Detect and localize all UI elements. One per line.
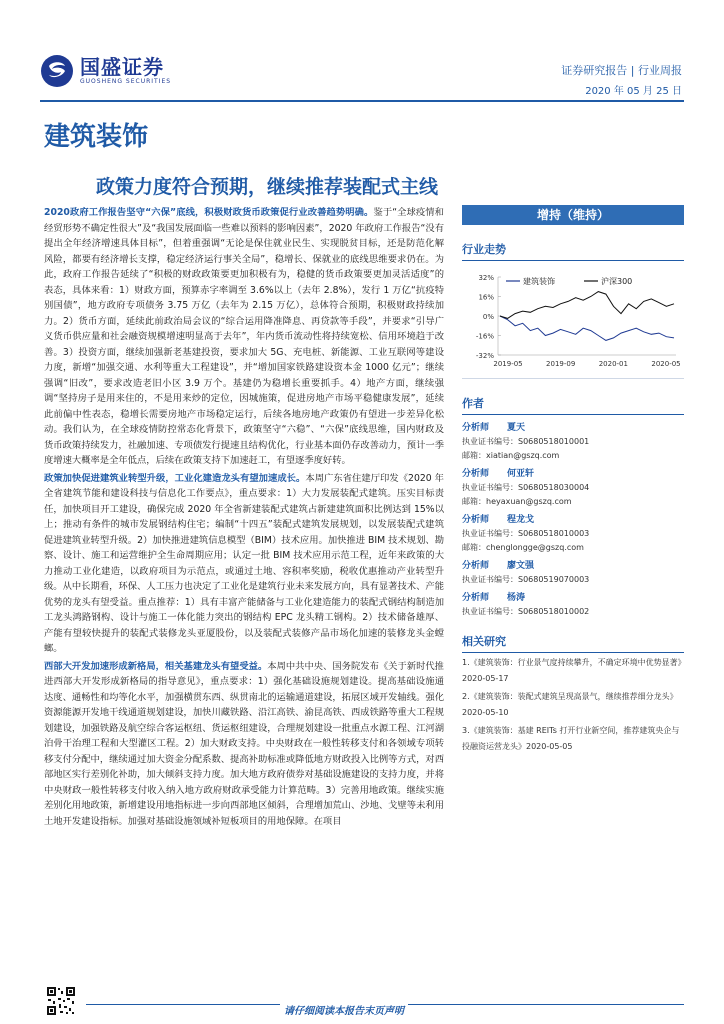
- trend-chart-svg: [462, 267, 684, 377]
- paragraph-2-lead: 政策加快促进建筑业转型升级，工业化建造龙头有望加速成长。: [44, 472, 306, 484]
- related-report-link[interactable]: 1.《建筑装饰：行业景气度持续攀升，不确定环境中优势显著》2020-05-17: [462, 658, 682, 683]
- x-tick-label: 2020-01: [598, 360, 628, 368]
- author-license: 执业证书编号：S0680518030004: [462, 483, 590, 492]
- paragraph-1: [44, 205, 444, 469]
- x-tick-label: 2019-05: [493, 360, 523, 368]
- legend-label: 沪深300: [601, 277, 633, 286]
- trend-chart: [462, 267, 684, 379]
- author-email-label: 邮箱：: [462, 497, 486, 506]
- legend-label: 建筑装饰: [523, 277, 555, 286]
- y-tick-label: 16%: [478, 293, 494, 302]
- header-divider: [40, 100, 684, 102]
- author-license: 执业证书编号：S0680518010001: [462, 437, 590, 446]
- y-tick-label: -32%: [475, 352, 494, 360]
- author-role: 分析师: [462, 561, 490, 571]
- report-headline: 政策力度符合预期，继续推荐装配式主线: [96, 176, 439, 198]
- author-license: 执业证书编号：S0680518010002: [462, 607, 590, 616]
- x-tick-label: 2019-09: [546, 360, 576, 368]
- author-name: 程龙戈: [507, 515, 535, 525]
- author-role: 分析师: [462, 423, 490, 433]
- y-tick-label: 0%: [482, 313, 494, 321]
- related-report-link[interactable]: 2.《建筑装饰：装配式建筑呈现高景气，继续推荐细分龙头》2020-05-10: [462, 692, 678, 717]
- logo-cn: 国盛证券: [80, 55, 164, 79]
- author-license: 执业证书编号：S0680518010003: [462, 529, 590, 538]
- footer-notice: 请仔细阅读本报告末页声明: [280, 1002, 408, 1017]
- series-line-1: [500, 292, 674, 319]
- author-name: 何亚轩: [507, 469, 535, 479]
- author-name: 夏天: [507, 423, 526, 433]
- logo-mark-icon: [40, 54, 74, 88]
- trend-section-title: 行业走势: [462, 241, 684, 261]
- related-report-link[interactable]: 3.《建筑装饰：基建 REITs 打开行业新空间，推荐建筑央企与投融资运营龙头》2020-05-05: [462, 726, 680, 751]
- author-email[interactable]: xiatian@gszq.com: [486, 451, 560, 460]
- sector-title: 建筑装饰: [44, 122, 149, 152]
- author-email-label: 邮箱：: [462, 543, 486, 552]
- author-entry: [462, 466, 684, 507]
- related-list: [462, 655, 684, 755]
- y-tick-label: 32%: [478, 274, 494, 282]
- rating-badge: 增持（维持）: [462, 205, 684, 225]
- author-entry: [462, 590, 684, 617]
- paragraph-3-lead: 西部大开发加速形成新格局，相关基建龙头有望受益。: [44, 660, 268, 672]
- logo-en: GUOSHENG SECURITIES: [80, 78, 172, 85]
- author-role: 分析师: [462, 515, 490, 525]
- paragraph-2-text: 本周广东省住建厅印发《2020 年全省建筑节能和建设科技与信息化工作要点》，重点要求：1）大力发展装配式建筑。压实目标责任，加快项目开工建设，确保完成 2020 年全省新建装配式建筑占新建建筑面积比例达到 15%以上；推动有条件的城市发展钢结构住宅；编制“十四五”装配式建筑发展规划，以发展装配式建筑促进建筑业转型升级。2）加快推进建筑信息模型（BIM）技术应用。加快推进 BIM 技术规划、勘察、设计、施工和运营维护全生命周期应用；认定一批 BIM 技术应用示范工程，近年来政策的大力推动工业化建造，以政府项目为示范点，或通过土地、容积率奖励，税收优惠推动产业转型升级。从中长期看，环保、人工压力也决定了工业化是建筑行业未来发展方向，具有显著技术、产能优势的龙头有望受益。重点推荐：1）具有丰富产能储备与工业化建造能力的装配式钢结构制造加工龙头鸿路钢构、设计与施工一体化能力突出的钢结构 EPC 龙头精工钢构。2）技术储备雄厚、产能有望较快提升的装配式装修龙头亚厦股份，以及装配式装修产品市场化加速的装修龙头金螳螂。: [44, 472, 444, 654]
- author-email[interactable]: heyaxuan@gszq.com: [486, 497, 572, 506]
- main-body: [44, 205, 444, 985]
- paragraph-2: [44, 471, 444, 657]
- qr-code-icon: [46, 986, 76, 1016]
- authors-list: [462, 420, 684, 617]
- report-date: 2020 年 05 月 25 日: [585, 86, 682, 97]
- y-tick-label: -16%: [475, 332, 494, 341]
- related-section-title: 相关研究: [462, 633, 684, 653]
- paragraph-3-text: 本周中共中央、国务院发布《关于新时代推进西部大开发形成新格局的指导意见》，重点要求：1）强化基础设施规划建设。提高基础设施通达度、通畅性和均等化水平，加强横贯东西、纵贯南北的运输通道建设，拓展区域开发轴线。强化资源能源开发地干线通道规划建设，加快川藏铁路、沿江高铁、渝昆高铁、西成铁路等重大工程规划建设，加强铁路及航空综合客运枢纽、货运枢纽建设，合理规划建设一批重点水源工程、江河湖泊骨干治理工程和大型灌区工程。2）加大财政支持。中央财政在一般性转移支付和各领域专项转移支付分配中，继续通过加大资金分配系数、提高补助标准或降低地方财政投入比例等方式，对西部地区实行差别化补助，加大倾斜支持力度。加大地方政府债券对基础设施建设的支持力度，并将中央财政一般性转移支付收入纳入地方政府财政承受能力计算范畴。3）完善用地政策。继续实施差别化用地政策，新增建设用地指标进一步向西部地区倾斜，合理增加荒山、沙地、戈壁等未利用土地开发建设指标。加强对基础设施领域补短板项目的用地保障。在项目: [44, 660, 444, 827]
- author-email-label: 邮箱：: [462, 451, 486, 460]
- author-role: 分析师: [462, 469, 490, 479]
- paragraph-1-lead: 2020政府工作报告坚守“六保”底线，积极财政货币政策促行业改善趋势明确。: [44, 207, 374, 218]
- author-email[interactable]: chenglongge@gszq.com: [486, 543, 584, 552]
- author-entry: [462, 420, 684, 461]
- sidebar: [462, 205, 684, 755]
- author-license: 执业证书编号：S0680519070003: [462, 575, 590, 584]
- paragraph-3: [44, 659, 444, 830]
- author-name: 廖文强: [507, 561, 535, 571]
- author-name: 杨涛: [507, 593, 526, 603]
- authors-section-title: 作者: [462, 395, 684, 415]
- x-tick-label: 2020-05: [651, 360, 681, 368]
- author-role: 分析师: [462, 593, 490, 603]
- paragraph-1-text: 鉴于“全球疫情和经贸形势不确定性很大”及“我国发展面临一些难以预料的影响因素”，2020 年政府工作报告“没有提出全年经济增速具体目标”，但着重强调“无论是保住就业民生、实现脱贫目标，还是防范化解风险，都要有经济增长支撑，稳定经济运行事关全局”，稳增长、保就业的底线思维要求仍在。为此，政府工作报告延续了“积极的财政政策要更加积极有为，稳健的货币政策要更加灵活适度”的表态，具体来看：1）财政方面，预算赤字率调至 3.6%以上（去年 2.8%），发行 1 万亿“抗疫特别国债”，地方政府专项债务 3.75 万亿（去年为 2.15 万亿），总体符合预期，积极财政持续加力。2）货币方面，延续此前政治局会议的“综合运用降准降息、再贷款等手段”，并要求“引导广义货币供应量和社会融资规模增速明显高于去年”，年内货币流动性将持续宽松、信用环境趋于改善。3）投资方面，继续加强新老基建投资，要求加大 5G、充电桩、新能源、工业互联网等建设力度，新增“加强交通、水利等重大工程建设”，并“增加国家铁路建设资本金 1000 亿元”；继续强调“旧改”，要求改造老旧小区 3.9 万个。基建仍为稳增长重要抓手。4）地产方面，继续强调“坚持房子是用来住的，不是用来炒的定位，因城施策，促进房地产市场平稳健康发展”，延续此前偏中性表态，稳增长需要房地产市场稳定运行，后续各地房地产政策仍有望进一步差异化松动。我们认为，在全球疫情防控常态化背景下，政策坚守“六稳”、“六保”底线思维，国内财政及货币政策持续发力，社融加速、专项债发行提速且结构优化，行业基本面仍存改善动力，预计一季度增速大概率是全年低点，后续在政策支持下加速赶工，有望逐季度好转。: [44, 207, 444, 466]
- author-entry: [462, 558, 684, 585]
- author-entry: [462, 512, 684, 553]
- report-type: 证券研究报告 | 行业周报: [561, 64, 682, 77]
- company-logo: [40, 54, 171, 88]
- series-line-0: [500, 316, 674, 340]
